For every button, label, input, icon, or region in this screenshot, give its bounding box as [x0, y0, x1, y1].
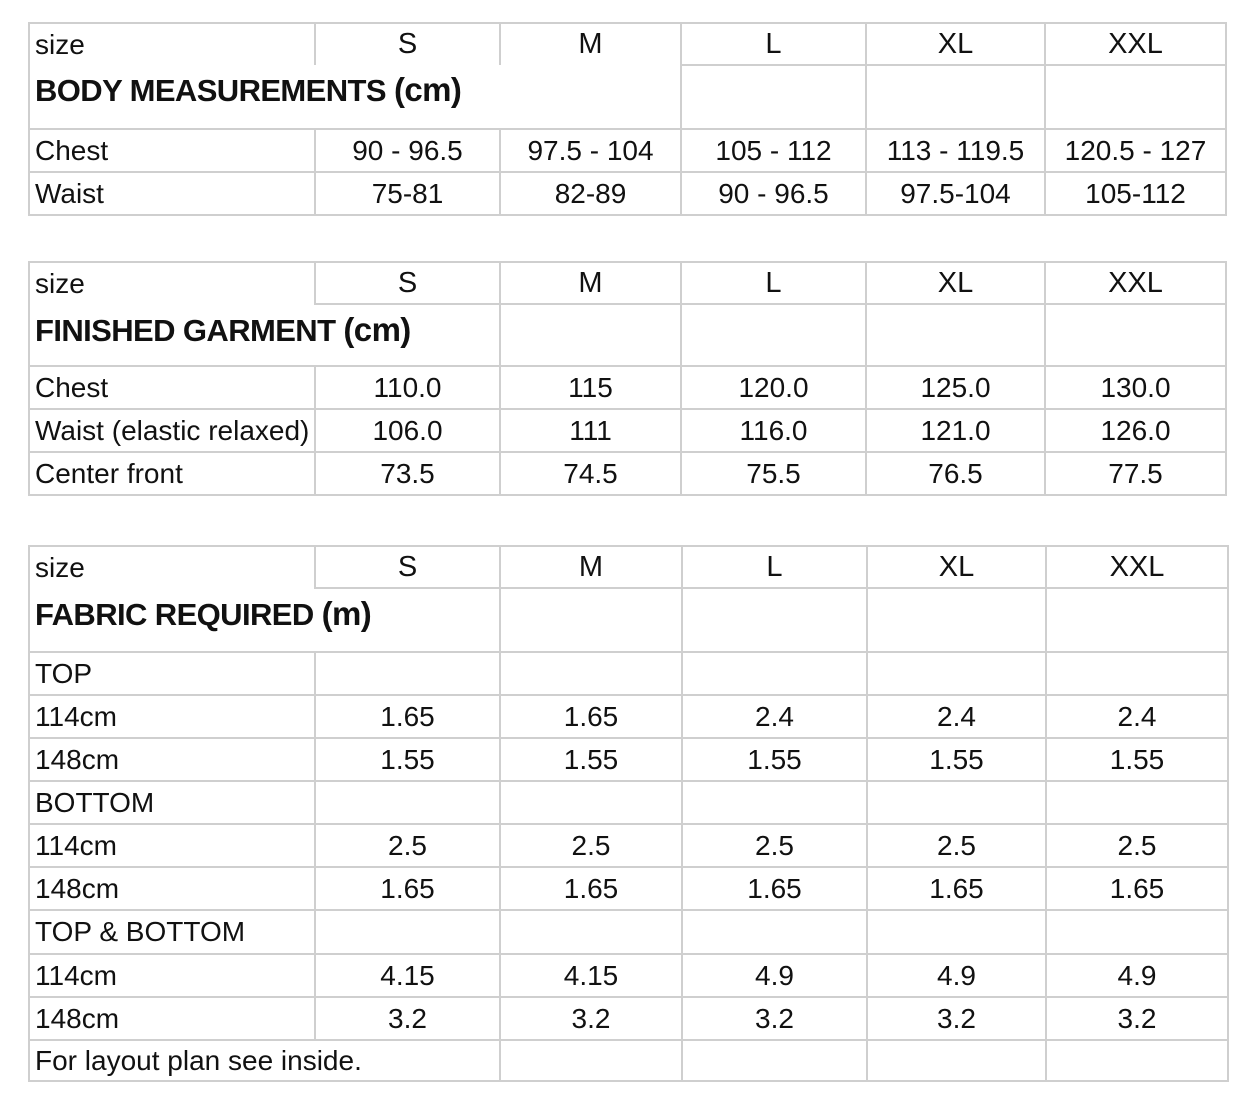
empty-cell [1045, 65, 1226, 129]
empty-cell [315, 910, 500, 954]
empty-cell [1045, 304, 1226, 366]
table-row [29, 867, 1228, 910]
title-row [29, 65, 1226, 129]
size-l: L [682, 546, 867, 588]
size-label: size [29, 262, 315, 304]
cell-value: 126.0 [1045, 409, 1226, 452]
cell-value: 1.55 [315, 738, 500, 781]
row-label: Chest [29, 129, 315, 172]
row-label: Waist (elastic relaxed) [29, 409, 315, 452]
empty-cell [681, 304, 866, 366]
size-label: size [29, 546, 315, 588]
cell-value: 75-81 [315, 172, 500, 215]
empty-cell [867, 910, 1046, 954]
empty-cell [1046, 588, 1228, 652]
cell-value: 2.5 [500, 824, 682, 867]
row-label: 148cm [29, 738, 315, 781]
layout-note: For layout plan see inside. [29, 1040, 500, 1081]
empty-cell [682, 781, 867, 824]
body-measurements-table [28, 22, 1227, 216]
size-l: L [681, 262, 866, 304]
empty-cell [500, 910, 682, 954]
cell-value: 105 - 112 [681, 129, 866, 172]
cell-value: 116.0 [681, 409, 866, 452]
cell-value: 2.4 [682, 695, 867, 738]
cell-value: 1.65 [682, 867, 867, 910]
cell-value: 75.5 [681, 452, 866, 495]
row-label: Waist [29, 172, 315, 215]
empty-cell [500, 652, 682, 695]
cell-value: 74.5 [500, 452, 681, 495]
cell-value: 1.55 [1046, 738, 1228, 781]
cell-value: 3.2 [867, 997, 1046, 1040]
group-label: BOTTOM [29, 781, 315, 824]
table-row [29, 129, 1226, 172]
cell-value: 120.5 - 127 [1045, 129, 1226, 172]
empty-cell [867, 652, 1046, 695]
empty-cell [500, 1040, 682, 1081]
size-xl: XL [866, 23, 1045, 65]
cell-value: 2.5 [315, 824, 500, 867]
cell-value: 1.65 [315, 867, 500, 910]
table-row [29, 452, 1226, 495]
size-s: S [315, 23, 500, 65]
cell-value: 2.5 [867, 824, 1046, 867]
section-title [29, 65, 681, 129]
size-s: S [315, 262, 500, 304]
cell-value: 4.9 [867, 954, 1046, 997]
empty-cell [867, 588, 1046, 652]
cell-value: 76.5 [866, 452, 1045, 495]
cell-value: 105-112 [1045, 172, 1226, 215]
empty-cell [315, 652, 500, 695]
size-header-row [29, 262, 1226, 304]
cell-value: 1.65 [1046, 867, 1228, 910]
fabric-required-table [28, 545, 1229, 1082]
empty-cell [681, 65, 866, 129]
section-title [29, 588, 500, 652]
size-xxl: XXL [1046, 546, 1228, 588]
cell-value: 2.4 [1046, 695, 1228, 738]
row-label: Center front [29, 452, 315, 495]
row-label: 114cm [29, 824, 315, 867]
section-unit: (cm) [343, 311, 411, 348]
cell-value: 3.2 [315, 997, 500, 1040]
section-title-text: BODY MEASUREMENTS [35, 73, 386, 108]
empty-cell [682, 588, 867, 652]
cell-value: 82-89 [500, 172, 681, 215]
row-label: 148cm [29, 867, 315, 910]
section-title [29, 304, 500, 366]
cell-value: 4.9 [682, 954, 867, 997]
group-row [29, 781, 1228, 824]
empty-cell [682, 652, 867, 695]
size-xl: XL [866, 262, 1045, 304]
size-l: L [681, 23, 866, 65]
table-row [29, 954, 1228, 997]
cell-value: 120.0 [681, 366, 866, 409]
cell-value: 97.5-104 [866, 172, 1045, 215]
table-row [29, 172, 1226, 215]
group-row [29, 910, 1228, 954]
table-row [29, 409, 1226, 452]
row-label: 148cm [29, 997, 315, 1040]
cell-value: 1.65 [500, 695, 682, 738]
empty-cell [867, 1040, 1046, 1081]
group-row [29, 652, 1228, 695]
empty-cell [500, 304, 681, 366]
cell-value: 115 [500, 366, 681, 409]
empty-cell [315, 781, 500, 824]
cell-value: 90 - 96.5 [315, 129, 500, 172]
group-label: TOP [29, 652, 315, 695]
group-label: TOP & BOTTOM [29, 910, 315, 954]
cell-value: 1.65 [315, 695, 500, 738]
section-title-text: FABRIC REQUIRED [35, 597, 314, 632]
cell-value: 97.5 - 104 [500, 129, 681, 172]
size-xl: XL [867, 546, 1046, 588]
cell-value: 77.5 [1045, 452, 1226, 495]
size-s: S [315, 546, 500, 588]
cell-value: 4.15 [315, 954, 500, 997]
cell-value: 125.0 [866, 366, 1045, 409]
section-unit: (m) [321, 595, 372, 632]
table-row [29, 824, 1228, 867]
title-row [29, 588, 1228, 652]
finished-garment-table [28, 261, 1227, 496]
cell-value: 111 [500, 409, 681, 452]
table-row [29, 366, 1226, 409]
empty-cell [500, 588, 682, 652]
note-row [29, 1040, 1228, 1081]
size-m: M [500, 23, 681, 65]
cell-value: 3.2 [1046, 997, 1228, 1040]
cell-value: 4.9 [1046, 954, 1228, 997]
cell-value: 2.5 [682, 824, 867, 867]
section-title-text: FINISHED GARMENT [35, 313, 336, 348]
empty-cell [867, 781, 1046, 824]
section-unit: (cm) [393, 71, 462, 108]
cell-value: 1.65 [867, 867, 1046, 910]
empty-cell [866, 304, 1045, 366]
cell-value: 130.0 [1045, 366, 1226, 409]
row-label: Chest [29, 366, 315, 409]
size-header-row [29, 546, 1228, 588]
size-m: M [500, 546, 682, 588]
empty-cell [1046, 652, 1228, 695]
cell-value: 1.55 [682, 738, 867, 781]
cell-value: 110.0 [315, 366, 500, 409]
row-label: 114cm [29, 695, 315, 738]
empty-cell [1046, 781, 1228, 824]
table-row [29, 738, 1228, 781]
cell-value: 3.2 [682, 997, 867, 1040]
empty-cell [1046, 1040, 1228, 1081]
size-header-row [29, 23, 1226, 65]
row-label: 114cm [29, 954, 315, 997]
cell-value: 113 - 119.5 [866, 129, 1045, 172]
cell-value: 73.5 [315, 452, 500, 495]
empty-cell [866, 65, 1045, 129]
title-row [29, 304, 1226, 366]
cell-value: 106.0 [315, 409, 500, 452]
cell-value: 4.15 [500, 954, 682, 997]
empty-cell [1046, 910, 1228, 954]
table-row [29, 695, 1228, 738]
cell-value: 1.55 [867, 738, 1046, 781]
cell-value: 3.2 [500, 997, 682, 1040]
table-row [29, 997, 1228, 1040]
cell-value: 2.5 [1046, 824, 1228, 867]
empty-cell [682, 1040, 867, 1081]
size-m: M [500, 262, 681, 304]
size-xxl: XXL [1045, 23, 1226, 65]
empty-cell [682, 910, 867, 954]
size-xxl: XXL [1045, 262, 1226, 304]
cell-value: 2.4 [867, 695, 1046, 738]
cell-value: 121.0 [866, 409, 1045, 452]
cell-value: 90 - 96.5 [681, 172, 866, 215]
cell-value: 1.65 [500, 867, 682, 910]
cell-value: 1.55 [500, 738, 682, 781]
empty-cell [500, 781, 682, 824]
size-label: size [29, 23, 315, 65]
